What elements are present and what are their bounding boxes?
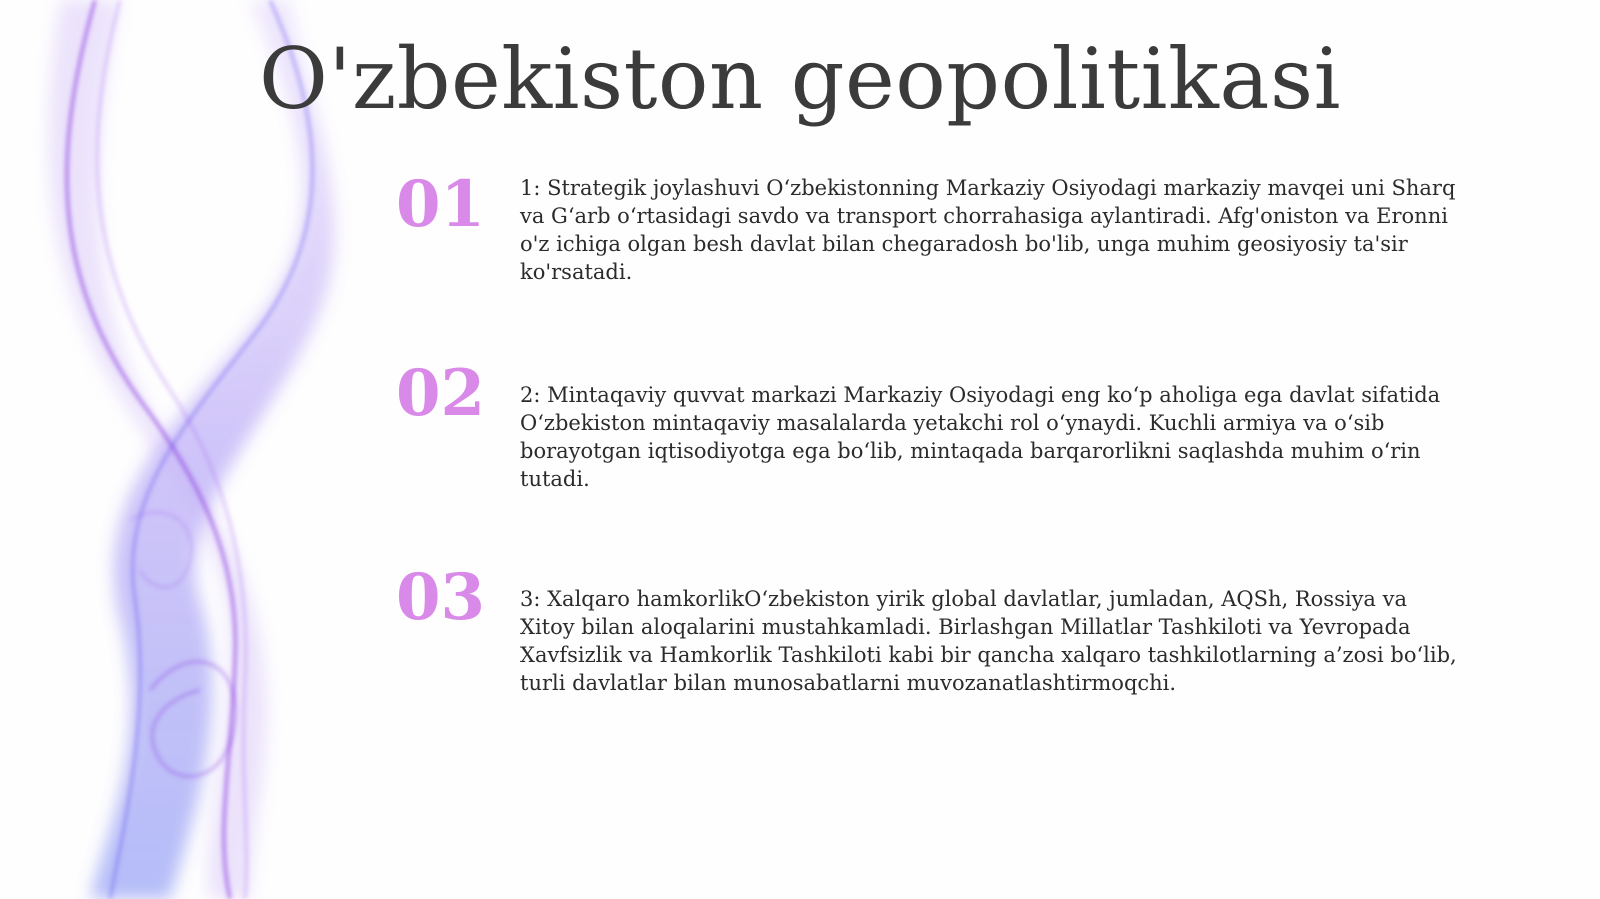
slide-title: O'zbekiston geopolitikasi bbox=[259, 30, 1341, 128]
item-number: 02 bbox=[396, 356, 486, 431]
item-text: 1: Strategik joylashuvi O‘zbekistonning Markaziy Osiyodagi markaziy mavqei uni Sharq va G‘arb o‘rtasidagi savdo va transport chorrahasiga aylantiradi. Afg'oniston va Eronni o'z ichiga olgan besh davlat bilan chegaradosh bo'lib, unga muhim geosiyosiy ta'sir ko'rsatadi. bbox=[520, 176, 1456, 284]
purple-smoke-ribbon bbox=[0, 0, 380, 899]
item-number: 03 bbox=[396, 560, 486, 635]
list-item bbox=[396, 356, 1476, 499]
item-text: 2: Mintaqaviy quvvat markazi Markaziy Osiyodagi eng ko‘p aholiga ega davlat sifatida O‘zbekiston mintaqaviy masalalarda yetakchi rol o‘ynaydi. Kuchli armiya va o‘sib borayotgan iqtisodiyotga ega bo‘lib, mintaqada barqarorlikni saqlashda muhim o‘rin tutadi. bbox=[520, 383, 1441, 491]
list-item bbox=[396, 560, 1476, 703]
list-item bbox=[396, 167, 1476, 310]
item-text: 3: Xalqaro hamkorlikO‘zbekiston yirik global davlatlar, jumladan, AQSh, Rossiya va Xitoy bilan aloqalarini mustahkamladi. Birlashgan Millatlar Tashkiloti va Yevropada Xavfsizlik va Hamkorlik Tashkiloti kabi bir qancha xalqaro tashkilotlarning a’zosi bo‘lib, turli davlatlar bilan munosabatlarni muvozanatlashtirmoqchi. bbox=[520, 587, 1457, 695]
item-number: 01 bbox=[396, 167, 486, 242]
